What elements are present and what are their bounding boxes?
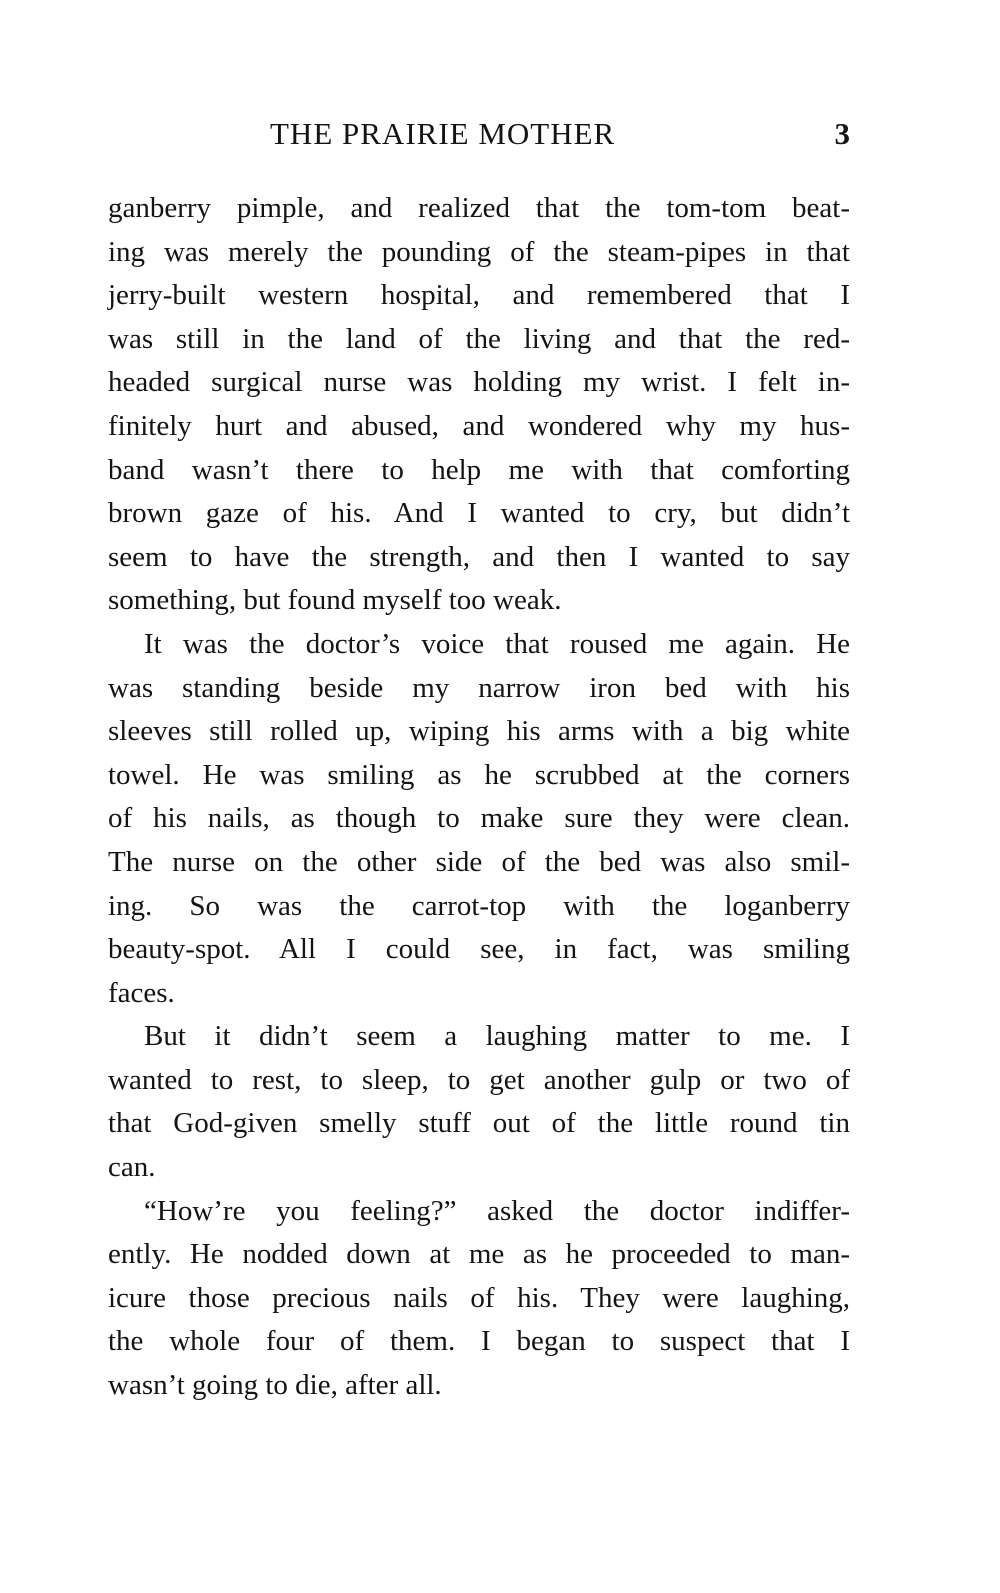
text-line: ing. So was the carrot-top with the loganberry [108, 889, 850, 922]
text-line: of his nails, as though to make sure they were clean. [108, 802, 850, 835]
text-line: icure those precious nails of his. They were laughing, [108, 1281, 850, 1314]
text-line: finitely hurt and abused, and wondered why my hus- [108, 409, 850, 442]
text-line: was standing beside my narrow iron bed with his [108, 671, 850, 704]
running-title: THE PRAIRIE MOTHER [270, 116, 616, 151]
text-line: seem to have the strength, and then I wanted to say [108, 540, 850, 573]
text-line: But it didn’t seem a laughing matter to me. I [144, 1020, 850, 1053]
text-line: ently. He nodded down at me as he proceeded to man- [108, 1238, 850, 1271]
body-text [108, 187, 850, 1408]
page-number: 3 [834, 116, 850, 151]
text-line: ganberry pimple, and realized that the tom-tom beat- [108, 192, 850, 224]
text-line: It was the doctor’s voice that roused me again. He [144, 627, 850, 660]
paragraph-1 [108, 187, 850, 623]
text-line: The nurse on the other side of the bed was also smil- [108, 845, 850, 878]
text-line: that God-given smelly stuff out of the little round tin [108, 1107, 850, 1140]
text-line: wasn’t going to die, after all. [108, 1369, 442, 1402]
text-line: wanted to rest, to sleep, to get another gulp or two of [108, 1063, 850, 1096]
text-line: faces. [108, 976, 175, 1009]
text-line: the whole four of them. I began to suspect that I [108, 1325, 850, 1358]
text-line: was still in the land of the living and that the red- [108, 322, 850, 355]
text-line: can. [108, 1151, 156, 1184]
paragraph-2 [108, 623, 850, 1015]
text-line: beauty-spot. All I could see, in fact, was smiling [108, 933, 850, 966]
running-head [108, 112, 850, 156]
text-line: “How’re you feeling?” asked the doctor indiffer- [144, 1194, 850, 1227]
paragraph-4 [108, 1190, 850, 1408]
text-line: jerry-built western hospital, and remembered that I [108, 279, 850, 312]
text-line: ing was merely the pounding of the steam-pipes in that [108, 235, 850, 268]
text-line: headed surgical nurse was holding my wrist. I felt in- [108, 366, 850, 399]
text-line: towel. He was smiling as he scrubbed at the corners [108, 758, 850, 791]
text-line: something, but found myself too weak. [108, 584, 562, 617]
text-line: band wasn’t there to help me with that comforting [108, 453, 850, 486]
paragraph-3 [108, 1015, 850, 1189]
text-line: brown gaze of his. And I wanted to cry, but didn’t [108, 497, 850, 530]
text-line: sleeves still rolled up, wiping his arms with a big white [108, 715, 850, 748]
